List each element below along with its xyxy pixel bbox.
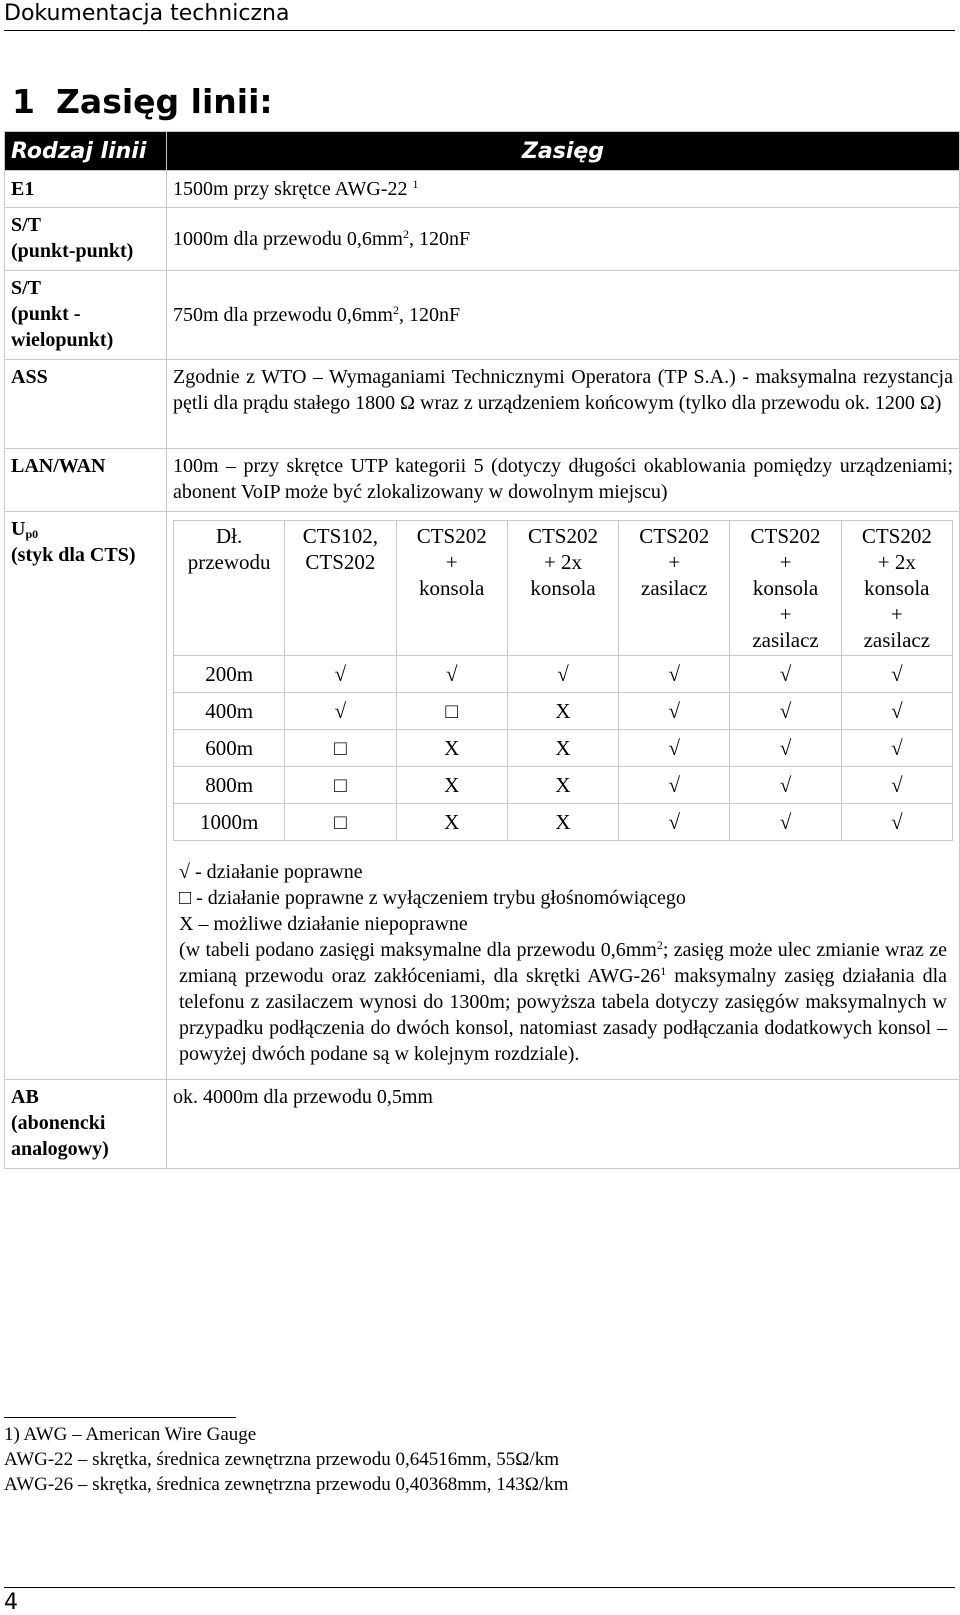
cell-status: □ — [396, 693, 507, 730]
cell-status: √ — [730, 804, 841, 841]
cell-status: X — [396, 804, 507, 841]
cell-status: □ — [285, 804, 396, 841]
cell-status: X — [507, 804, 618, 841]
page-number: 4 — [4, 1587, 955, 1614]
table-row — [174, 804, 953, 841]
cell-status: √ — [730, 767, 841, 804]
range-ab: ok. 4000m dla przewodu 0,5mm — [167, 1080, 960, 1169]
line-type-up0: $U_{p0}$ (styk dla CTS) — [5, 512, 167, 1080]
cell-status: X — [507, 767, 618, 804]
footnotes — [4, 1422, 569, 1497]
cell-length: 800m — [174, 767, 285, 804]
range-e1: 1500m przy skrętce AWG-22 $^1$ — [167, 171, 960, 208]
cell-length: 400m — [174, 693, 285, 730]
cell-status: X — [507, 730, 618, 767]
range-st-pw: 750m dla przewodu $0,6mm^2$, 120nF — [167, 271, 960, 360]
cell-status: √ — [841, 656, 952, 693]
cell-status: X — [396, 730, 507, 767]
table-row-up0 — [5, 512, 960, 1080]
table-header-row — [5, 132, 960, 171]
cell-status: X — [507, 693, 618, 730]
table-row-ass — [5, 360, 960, 449]
cell-length: 200m — [174, 656, 285, 693]
cell-status: √ — [507, 656, 618, 693]
line-type-e1: E1 — [5, 171, 167, 208]
header-title: Dokumentacja techniczna — [4, 1, 290, 26]
inner-header-cts102-cts202: CTS102, CTS202 — [285, 521, 396, 656]
footnote-1: 1) AWG – American Wire Gauge — [4, 1424, 257, 1445]
inner-header-cts202-konsola: CTS202 + konsola — [396, 521, 507, 656]
table-row — [174, 767, 953, 804]
cell-status: √ — [619, 656, 730, 693]
table-row-st-pp — [5, 208, 960, 271]
cell-status: √ — [619, 804, 730, 841]
inner-header-length: Dł. przewodu — [174, 521, 285, 656]
col-header-line-type: Rodzaj linii — [5, 132, 167, 171]
up0-compatibility-table — [173, 520, 953, 841]
cell-status: √ — [841, 767, 952, 804]
footnote-awg22: AWG-22 – skrętka, średnica zewnętrzna przewodu 0,64516mm, 55Ω/km — [4, 1449, 559, 1470]
table-row-st-pw — [5, 271, 960, 360]
cell-status: √ — [619, 730, 730, 767]
cell-status: √ — [285, 656, 396, 693]
col-header-range: Zasięg — [167, 132, 960, 171]
legend-ok: √ - działanie poprawne — [179, 861, 363, 883]
range-st-pp: 1000m dla przewodu $0,6mm^2$, 120nF — [167, 208, 960, 271]
cell-status: X — [396, 767, 507, 804]
cell-status: √ — [841, 804, 952, 841]
cell-status: √ — [619, 767, 730, 804]
table-row — [174, 693, 953, 730]
cell-status: √ — [730, 730, 841, 767]
inner-header-cts202-zasilacz: CTS202 + zasilacz — [619, 521, 730, 656]
line-type-lanwan: LAN/WAN — [5, 449, 167, 512]
cell-status: √ — [841, 693, 952, 730]
cell-status: √ — [841, 730, 952, 767]
line-type-ab: AB (abonencki analogowy) — [5, 1080, 167, 1169]
table-row-e1 — [5, 171, 960, 208]
legend-note: (w tabeli podano zasięgi maksymalne dla przewodu $0,6mm^2$; zasięg może ulec zmianie wraz ze zmianą przewodu oraz zakłóceniami, dla skrętki AWG-$26^1$ maksymalny zasięg działania dla telefonu z zasilaczem wynosi do 1300m; powyższa tabela dotyczy zasięgów maksymalnych w przypadku podłączenia do dwóch konsol, natomiast zasady podłączania dodatkowych konsol – powyżej dwóch podane są w kolejnym rozdziale). — [179, 938, 948, 1065]
table-row-lanwan — [5, 449, 960, 512]
cell-status: √ — [285, 693, 396, 730]
line-type-ass: ASS — [5, 360, 167, 449]
legend-partial: □ - działanie poprawne z wyłączeniem trybu głośnomówiącego — [179, 887, 686, 909]
range-up0 — [167, 512, 960, 1080]
cell-status: √ — [730, 693, 841, 730]
inner-header-cts202-2x-konsola: CTS202 + 2x konsola — [507, 521, 618, 656]
section-title — [12, 82, 273, 122]
inner-header-cts202-konsola-zasilacz: CTS202 + konsola + zasilacz — [730, 521, 841, 656]
footnote-awg26: AWG-26 – skrętka, średnica zewnętrzna przewodu 0,40368mm, 143Ω/km — [4, 1474, 569, 1495]
cell-status: √ — [619, 693, 730, 730]
table-row — [174, 656, 953, 693]
cell-length: 600m — [174, 730, 285, 767]
table-row — [174, 730, 953, 767]
line-type-st-pw: S/T (punkt - wielopunkt) — [5, 271, 167, 360]
cell-status: √ — [730, 656, 841, 693]
line-type-st-pp: S/T (punkt-punkt) — [5, 208, 167, 271]
cell-status: □ — [285, 767, 396, 804]
table-row-ab — [5, 1080, 960, 1169]
section-title-text: Zasięg linii: — [56, 82, 273, 121]
section-number: 1 — [12, 82, 35, 121]
footnote-divider — [4, 1417, 236, 1418]
page-header — [4, 0, 955, 31]
range-lanwan: 100m – przy skrętce UTP kategorii 5 (dotyczy długości okablowania pomiędzy urządzeniami; abonent VoIP może być zlokalizowany w dowolnym miejscu) — [167, 449, 960, 512]
cell-status: □ — [285, 730, 396, 767]
range-ass: Zgodnie z WTO – Wymaganiami Technicznymi Operatora (TP S.A.) - maksymalna rezystancja pętli dla prądu stałego 1800 Ω wraz z urządzeniem końcowym (tylko dla przewodu ok. 1200 Ω) — [167, 360, 960, 449]
legend-bad: X – możliwe działanie niepoprawne — [179, 913, 468, 935]
inner-header-cts202-2x-konsola-zasilacz: CTS202 + 2x konsola + zasilacz — [841, 521, 952, 656]
cell-status: √ — [396, 656, 507, 693]
cell-length: 1000m — [174, 804, 285, 841]
inner-header-row — [174, 521, 953, 656]
range-table — [4, 131, 960, 1169]
up0-legend — [173, 841, 953, 1075]
